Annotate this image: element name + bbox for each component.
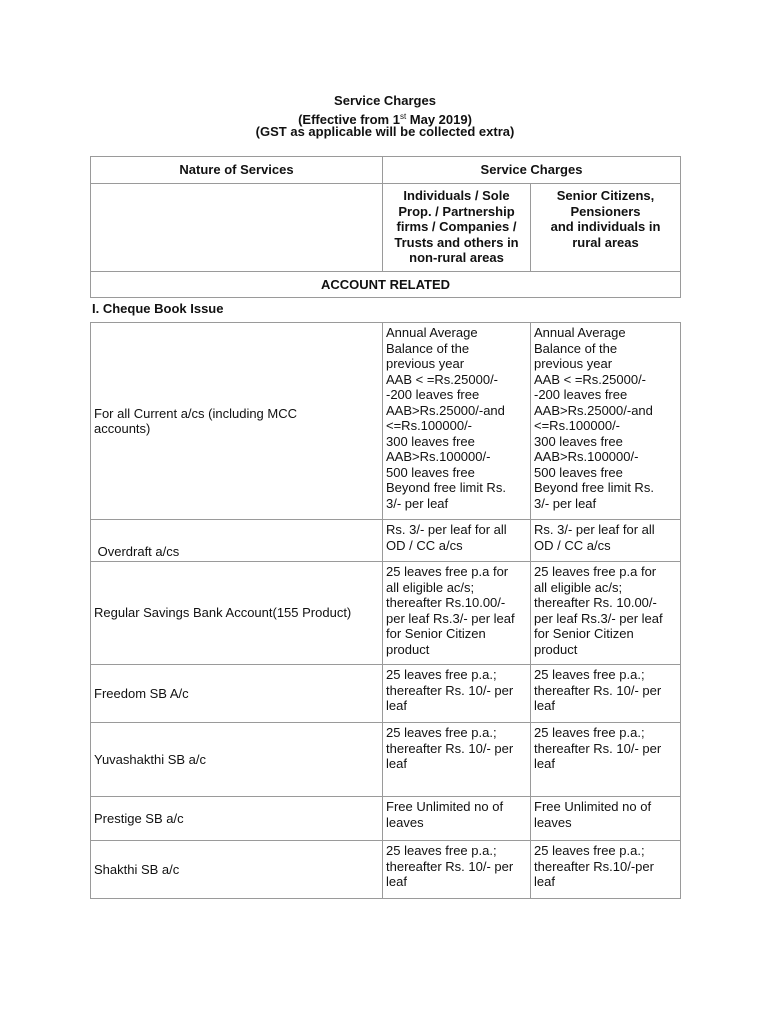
charge-senior: 25 leaves free p.a.; thereafter Rs. 10/- per leaf [531, 665, 681, 723]
table-row [91, 841, 681, 899]
account-related-heading: ACCOUNT RELATED [91, 272, 681, 298]
table-row [91, 323, 681, 520]
charge-senior: 25 leaves free p.a for all eligible ac/s; thereafter Rs. 10.00/- per leaf Rs.3/- per leaf for Senior Citizen product [531, 562, 681, 665]
table-row [91, 797, 681, 841]
section-title: I. Cheque Book Issue [92, 301, 224, 316]
service-name: Regular Savings Bank Account(155 Product) [91, 562, 383, 665]
table-row [91, 520, 681, 562]
charge-individuals: Free Unlimited no of leaves [383, 797, 531, 841]
effective-date-sup: st [399, 112, 407, 121]
header-col-senior: Senior Citizens, Pensioners and individuals in rural areas [531, 184, 681, 272]
effective-date-suffix: May 2019) [406, 112, 472, 127]
charge-individuals: 25 leaves free p.a for all eligible ac/s; thereafter Rs.10.00/- per leaf Rs.3/- per leaf for Senior Citizen product [383, 562, 531, 665]
table-row [91, 665, 681, 723]
table-row [91, 562, 681, 665]
service-name: Freedom SB A/c [91, 665, 383, 723]
header-table [90, 156, 681, 298]
charges-table [90, 322, 681, 899]
effective-date-prefix: (Effective from 1 [298, 112, 400, 127]
charge-senior: Annual Average Balance of the previous year AAB < =Rs.25000/- -200 leaves free AAB>Rs.25000/-and <=Rs.100000/- 300 leaves free AAB>Rs.100000/- 500 leaves free Beyond free limit Rs. 3/- per leaf [531, 323, 681, 520]
table-row [91, 723, 681, 797]
page-title: Service Charges [334, 93, 436, 108]
charge-senior: 25 leaves free p.a.; thereafter Rs.10/-per leaf [531, 841, 681, 899]
service-name: Shakthi SB a/c [91, 841, 383, 899]
service-name: Yuvashakthi SB a/c [91, 723, 383, 797]
gst-note: (GST as applicable will be collected extra) [255, 124, 515, 139]
service-name: Overdraft a/cs [91, 520, 383, 562]
header-nature: Nature of Services [91, 157, 383, 184]
charge-senior: 25 leaves free p.a.; thereafter Rs. 10/- per leaf [531, 723, 681, 797]
service-name: Prestige SB a/c [91, 797, 383, 841]
charge-senior: Rs. 3/- per leaf for all OD / CC a/cs [531, 520, 681, 562]
charge-senior: Free Unlimited no of leaves [531, 797, 681, 841]
charge-individuals: 25 leaves free p.a.; thereafter Rs. 10/- per leaf [383, 665, 531, 723]
charge-individuals: 25 leaves free p.a.; thereafter Rs. 10/- per leaf [383, 723, 531, 797]
header-col-individuals: Individuals / Sole Prop. / Partnership firms / Companies / Trusts and others in non-rural areas [383, 184, 531, 272]
charge-individuals: Annual Average Balance of the previous year AAB < =Rs.25000/- -200 leaves free AAB>Rs.25000/-and <=Rs.100000/- 300 leaves free AAB>Rs.100000/- 500 leaves free Beyond free limit Rs. 3/- per leaf [383, 323, 531, 520]
charge-individuals: 25 leaves free p.a.; thereafter Rs. 10/- per leaf [383, 841, 531, 899]
header-blank [91, 184, 383, 272]
charge-individuals: Rs. 3/- per leaf for all OD / CC a/cs [383, 520, 531, 562]
service-name: For all Current a/cs (including MCC accounts) [91, 323, 383, 520]
header-charges: Service Charges [383, 157, 681, 184]
